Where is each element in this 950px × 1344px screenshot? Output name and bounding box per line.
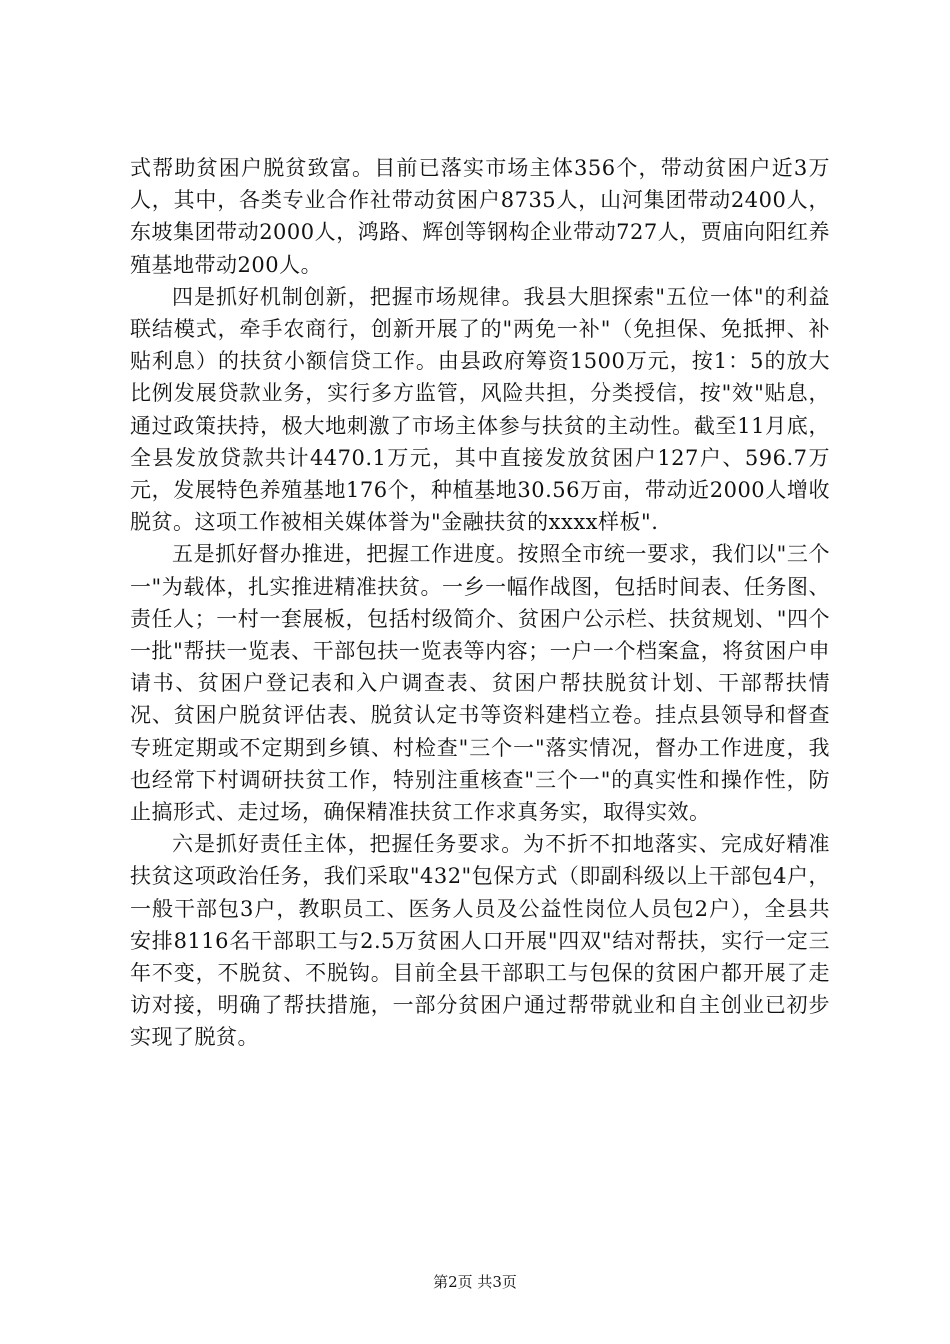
paragraph-2: 四是抓好机制创新，把握市场规律。我县大胆探索"五位一体"的利益联结模式，牵手农商行，创新开展了的"两免一补"（免担保、免抵押、补贴利息）的扶贫小额信贷工作。由县政府筹资1500万元，按1：5的放大比例发展贷款业务，实行多方监管，风险共担，分类授信，按"效"贴息，通过政策扶持，极大地刺激了市场主体参与扶贫的主动性。截至11月底，全县发放贷款共计4470.1万元，其中直接发放贫困户127户、596.7万元，发展特色养殖基地176个，种植基地30.56万亩，带动近2000人增收脱贫。这项工作被相关媒体誉为"金融扶贫的xxxx样板". bbox=[130, 284, 830, 535]
paragraph-4: 六是抓好责任主体，把握任务要求。为不折不扣地落实、完成好精准扶贫这项政治任务，我们采取"432"包保方式（即副科级以上干部包4户，一般干部包3户，教职员工、医务人员及公益性岗位人员包2户），全县共安排8116名干部职工与2.5万贫困人口开展"四双"结对帮扶，实行一定三年不变，不脱贫、不脱钩。目前全县干部职工与包保的贫困户都开展了走访对接，明确了帮扶措施，一部分贫困户通过帮带就业和自主创业已初步实现了脱贫。 bbox=[130, 832, 830, 1050]
page-number-label: 第2页 共3页 bbox=[433, 1273, 517, 1291]
page-footer bbox=[0, 1271, 950, 1292]
document-body bbox=[130, 152, 830, 1054]
paragraph-1: 式帮助贫困户脱贫致富。目前已落实市场主体356个，带动贫困户近3万人，其中，各类专业合作社带动贫困户8735人，山河集团带动2400人，东坡集团带动2000人，鸿路、辉创等钢构企业带动727人，贾庙向阳红养殖基地带动200人。 bbox=[130, 156, 830, 277]
paragraph-3: 五是抓好督办推进，把握工作进度。按照全市统一要求，我们以"三个一"为载体，扎实推进精准扶贫。一乡一幅作战图，包括时间表、任务图、责任人；一村一套展板，包括村级简介、贫困户公示栏、扶贫规划、"四个一批"帮扶一览表、干部包扶一览表等内容；一户一个档案盒，将贫困户申请书、贫困户登记表和入户调查表、贫困户帮扶脱贫计划、干部帮扶情况、贫困户脱贫评估表、脱贫认定书等资料建档立卷。挂点县领导和督查专班定期或不定期到乡镇、村检查"三个一"落实情况，督办工作进度，我也经常下村调研扶贫工作，特别注重核查"三个一"的真实性和操作性，防止搞形式、走过场，确保精准扶贫工作求真务实，取得实效。 bbox=[130, 542, 830, 825]
